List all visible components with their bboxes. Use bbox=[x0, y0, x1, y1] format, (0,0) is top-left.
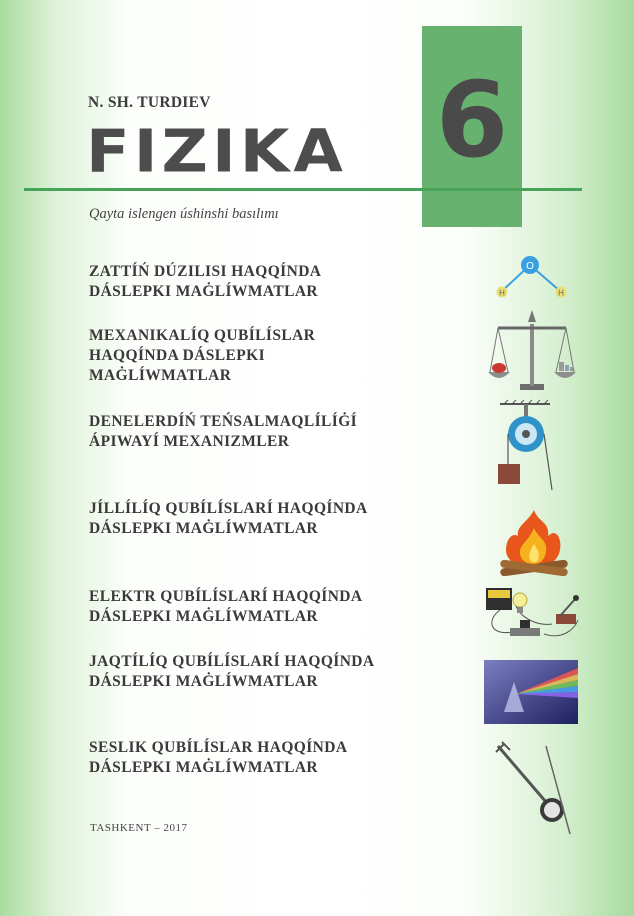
title-underline bbox=[24, 188, 582, 191]
topic-3-line-2: ÁPIWAYÍ MEXANIZMLER bbox=[89, 433, 290, 450]
topic-6-line-1: JAQTÍLÍQ QUBÍLÍSLARÍ HAQQÍNDA bbox=[89, 653, 375, 670]
edition-note: Qayta islengen úshinshi basılımı bbox=[89, 206, 279, 222]
topic-1 bbox=[89, 262, 321, 302]
topic-1-line-2: DÁSLEPKI MAĠLÍWMATLAR bbox=[89, 283, 319, 300]
molecule-label-center: O bbox=[526, 261, 534, 272]
pulley-icon bbox=[494, 398, 564, 496]
topic-3 bbox=[89, 412, 357, 452]
topic-5-line-2: DÁSLEPKI MAĠLÍWMATLAR bbox=[89, 608, 319, 625]
grade-number: 6 bbox=[435, 59, 509, 181]
author-name: N. SH. TURDIEV bbox=[88, 94, 211, 111]
electric-circuit-icon bbox=[482, 580, 582, 642]
topic-6-line-2: DÁSLEPKI MAĠLÍWMATLAR bbox=[89, 673, 319, 690]
fire-icon bbox=[492, 508, 576, 576]
topic-5-line-1: ELEKTR QUBÍLÍSLARÍ HAQQÍNDA bbox=[89, 588, 363, 605]
topic-4-line-1: JÍLLÍLÍQ QUBÍLÍSLARÍ HAQQÍNDA bbox=[89, 500, 368, 517]
topic-5 bbox=[89, 587, 363, 627]
balance-scale-icon bbox=[486, 306, 578, 392]
topic-7-line-1: SESLIK QUBÍLÍSLAR HAQQÍNDA bbox=[89, 739, 348, 756]
book-title: FIZIKA bbox=[86, 118, 347, 187]
molecule-label-left: H bbox=[499, 288, 505, 298]
topic-6 bbox=[89, 652, 375, 692]
topic-2-line-2: HAQQÍNDA DÁSLEPKI bbox=[89, 347, 266, 364]
topic-3-line-1: DENELERDÍŃ TEŃSALMAQLÍLÍĠÍ bbox=[89, 413, 358, 430]
topic-2-line-1: MEXANIKALÍQ QUBÍLÍSLAR bbox=[89, 327, 316, 344]
topic-2 bbox=[89, 326, 315, 386]
molecule-label-right: H bbox=[558, 288, 564, 298]
string-instrument-icon bbox=[488, 738, 574, 838]
publication-place-year: TASHKENT – 2017 bbox=[90, 822, 188, 834]
molecule-icon bbox=[484, 250, 576, 306]
topic-7-line-2: DÁSLEPKI MAĠLÍWMATLAR bbox=[89, 759, 319, 776]
topic-1-line-1: ZATTÍŃ DÚZILISI HAQQÍNDA bbox=[89, 263, 322, 280]
topic-4 bbox=[89, 499, 368, 539]
prism-icon bbox=[484, 660, 578, 724]
topic-7 bbox=[89, 738, 347, 778]
topic-4-line-2: DÁSLEPKI MAĠLÍWMATLAR bbox=[89, 520, 319, 537]
topic-2-line-3: MAĠLÍWMATLAR bbox=[89, 367, 232, 384]
